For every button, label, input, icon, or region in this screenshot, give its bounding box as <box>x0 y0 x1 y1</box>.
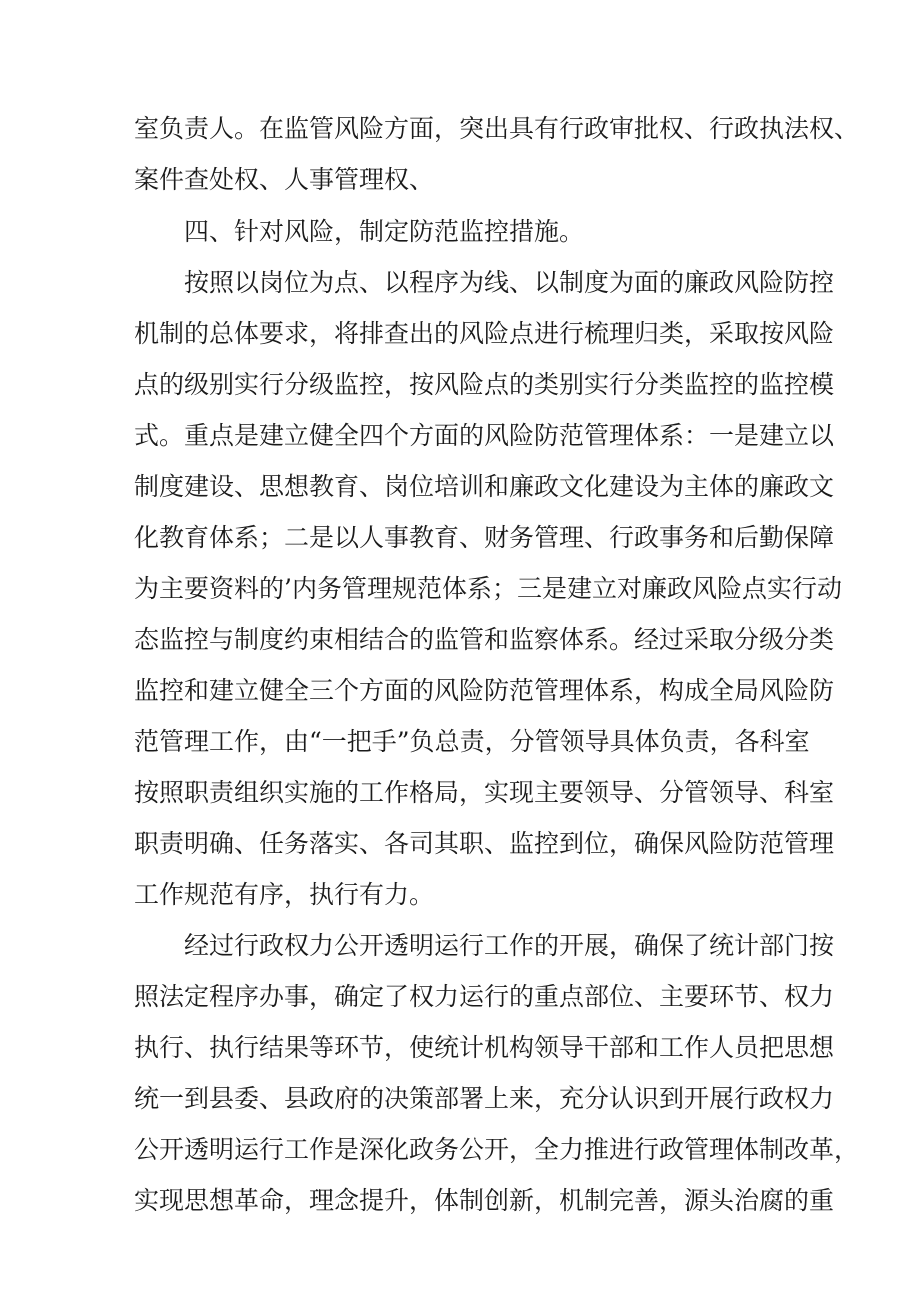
text-line: 机制的总体要求，将排查出的风险点进行梳理归类，采取按风险 <box>134 319 835 348</box>
text-line: 实现思想革命，理念提升，体制创新，机制完善，源头治腐的重 <box>134 1186 835 1215</box>
text-line: 职责明确、任务落实、各司其职、监控到位，确保风险防范管理 <box>134 829 835 858</box>
section-heading: 四、针对风险，制定防范监控措施。 <box>184 217 585 246</box>
text-line: 公开透明运行工作是深化政务公开，全力推进行政管理体制改革， <box>134 1135 860 1164</box>
text-line: 为主要资料的’内务管理规范体系；三是建立对廉政风险点实行动 <box>134 574 842 603</box>
text-line: 化教育体系；二是以人事教育、财务管理、行政事务和后勤保障 <box>134 523 835 552</box>
paragraph-start: 按照以岗位为点、以程序为线、以制度为面的廉政风险防控 <box>184 268 835 297</box>
text-line: 执行、执行结果等环节，使统计机构领导干部和工作人员把思想 <box>134 1033 835 1062</box>
text-line: 范管理工作，由“一把手”负总责，分管领导具体负责，各科室 <box>134 727 810 756</box>
text-line: 案件查处权、人事管理权、 <box>134 165 435 194</box>
paragraph-start: 经过行政权力公开透明运行工作的开展，确保了统计部门按 <box>184 931 835 960</box>
text-line: 态监控与制度约束相结合的监管和监察体系。经过采取分级分类 <box>134 625 835 654</box>
text-line: 点的级别实行分级监控，按风险点的类别实行分类监控的监控模 <box>134 370 835 399</box>
text-line: 照法定程序办事，确定了权力运行的重点部位、主要环节、权力 <box>134 982 835 1011</box>
text-line: 按照职责组织实施的工作格局，实现主要领导、分管领导、科室 <box>134 778 835 807</box>
text-line: 工作规范有序，执行有力。 <box>134 880 435 909</box>
text-line: 统一到县委、县政府的决策部署上来，充分认识到开展行政权力 <box>134 1084 835 1113</box>
text-line: 制度建设、思想教育、岗位培训和廉政文化建设为主体的廉政文 <box>134 472 835 501</box>
text-line: 室负责人。在监管风险方面，突出具有行政审批权、行政执法权、 <box>134 114 860 143</box>
text-line: 监控和建立健全三个方面的风险防范管理体系，构成全局风险防 <box>134 676 835 705</box>
text-line: 式。重点是建立健全四个方面的风险防范管理体系：一是建立以 <box>134 421 835 450</box>
